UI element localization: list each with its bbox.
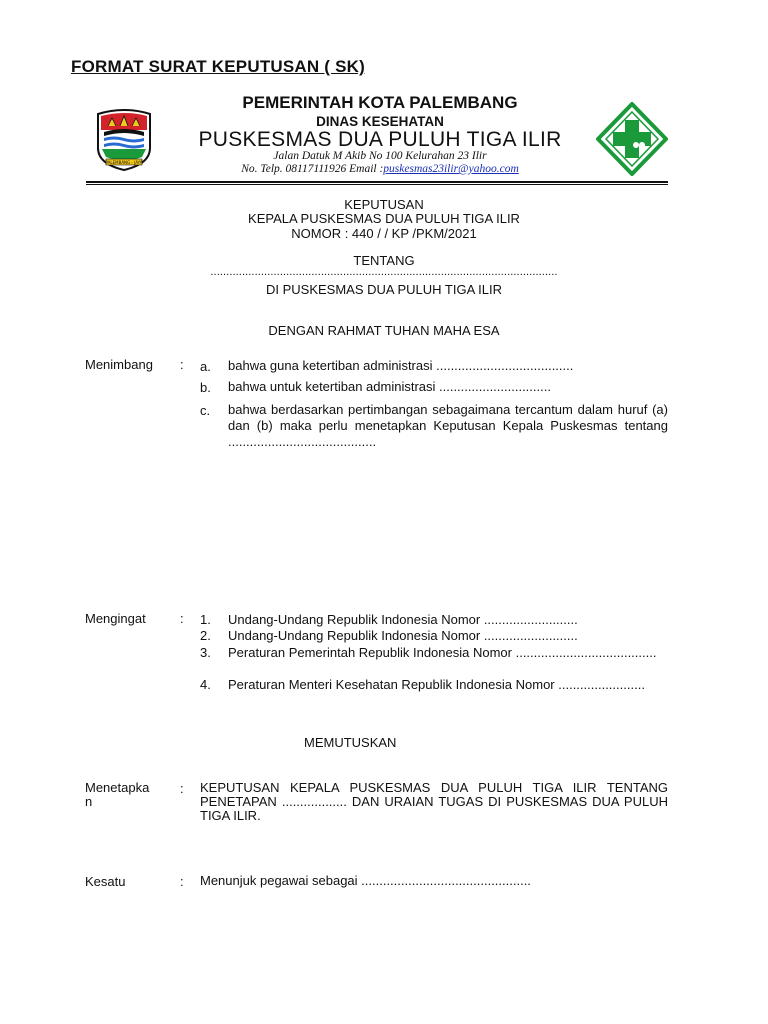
menetapkan-label-line1: Menetapka xyxy=(85,780,150,795)
institution-name: PUSKESMAS DUA PULUH TIGA ILIR xyxy=(198,128,562,151)
menimbang-item-b: bahwa untuk ketertiban administrasi ............................... xyxy=(228,379,551,394)
puskesmas-green-cross-icon xyxy=(596,102,668,176)
mengingat-marker-1: 1. xyxy=(200,612,211,627)
kesatu-text: Menunjuk pegawai sebagai ............................................... xyxy=(200,873,531,888)
location-line: DI PUSKESMAS DUA PULUH TIGA ILIR xyxy=(266,282,502,297)
emblem-motto: PALEMBANG - JAYA xyxy=(105,160,143,165)
address-line: Jalan Datuk M Akib No 100 Kelurahan 23 Ilir xyxy=(273,150,487,162)
menetapkan-colon: : xyxy=(180,781,184,796)
menimbang-marker-b: b. xyxy=(200,380,211,395)
menimbang-colon: : xyxy=(180,357,184,372)
about-heading: TENTANG xyxy=(353,253,415,268)
phone-text: No. Telp. 08117111926 Email : xyxy=(241,163,384,175)
menimbang-marker-a: a. xyxy=(200,359,211,374)
head-title: KEPALA PUSKESMAS DUA PULUH TIGA ILIR xyxy=(248,211,520,226)
menimbang-item-c: bahwa berdasarkan pertimbangan sebagaimana tercantum dalam huruf (a) dan (b) maka perlu menetapkan Keputusan Kepala Puskesmas tentang ......................................... xyxy=(228,402,668,449)
memutuskan-heading: MEMUTUSKAN xyxy=(304,735,397,750)
menimbang-marker-c: c. xyxy=(200,403,211,418)
contact-line xyxy=(160,163,600,175)
menimbang-item-a: bahwa guna ketertiban administrasi ...................................... xyxy=(228,358,574,373)
menetapkan-text: KEPUTUSAN KEPALA PUSKESMAS DUA PULUH TIGA ILIR TENTANG PENETAPAN .................. DAN URAIAN TUGAS DI PUSKESMAS DUA PULUH TIGA ILIR. xyxy=(200,780,668,823)
header-rule-thick xyxy=(86,181,668,183)
decision-heading: KEPUTUSAN xyxy=(344,197,424,212)
menetapkan-label-line2: n xyxy=(85,794,93,809)
kesatu-colon: : xyxy=(180,874,184,889)
menimbang-label: Menimbang xyxy=(85,357,153,372)
mengingat-item-3: Peraturan Pemerintah Republik Indonesia Nomor ....................................... xyxy=(228,645,657,660)
palembang-city-emblem-icon xyxy=(94,104,154,174)
government-name: PEMERINTAH KOTA PALEMBANG xyxy=(242,93,518,112)
mengingat-item-4: Peraturan Menteri Kesehatan Republik Indonesia Nomor ........................ xyxy=(228,677,645,692)
mengingat-marker-4: 4. xyxy=(200,677,211,692)
document-title: FORMAT SURAT KEPUTUSAN ( SK) xyxy=(71,57,365,76)
mengingat-item-2: Undang-Undang Republik Indonesia Nomor .......................... xyxy=(228,628,578,643)
mengingat-item-1: Undang-Undang Republik Indonesia Nomor .......................... xyxy=(228,612,578,627)
mengingat-colon: : xyxy=(180,611,184,626)
mengingat-label: Mengingat xyxy=(85,611,146,626)
decision-number: NOMOR : 440 / / KP /PKM/2021 xyxy=(291,226,477,241)
mengingat-marker-3: 3. xyxy=(200,645,211,660)
kesatu-label: Kesatu xyxy=(85,874,126,889)
header-rule-thin xyxy=(86,184,668,185)
mengingat-marker-2: 2. xyxy=(200,628,211,643)
subject-placeholder: .............................................................................................................. xyxy=(210,266,558,278)
department-name: DINAS KESEHATAN xyxy=(316,114,444,129)
email-link[interactable]: puskesmas23ilir@yahoo.com xyxy=(383,163,519,175)
menetapkan-label xyxy=(85,781,149,809)
blessing-line: DENGAN RAHMAT TUHAN MAHA ESA xyxy=(268,323,500,338)
